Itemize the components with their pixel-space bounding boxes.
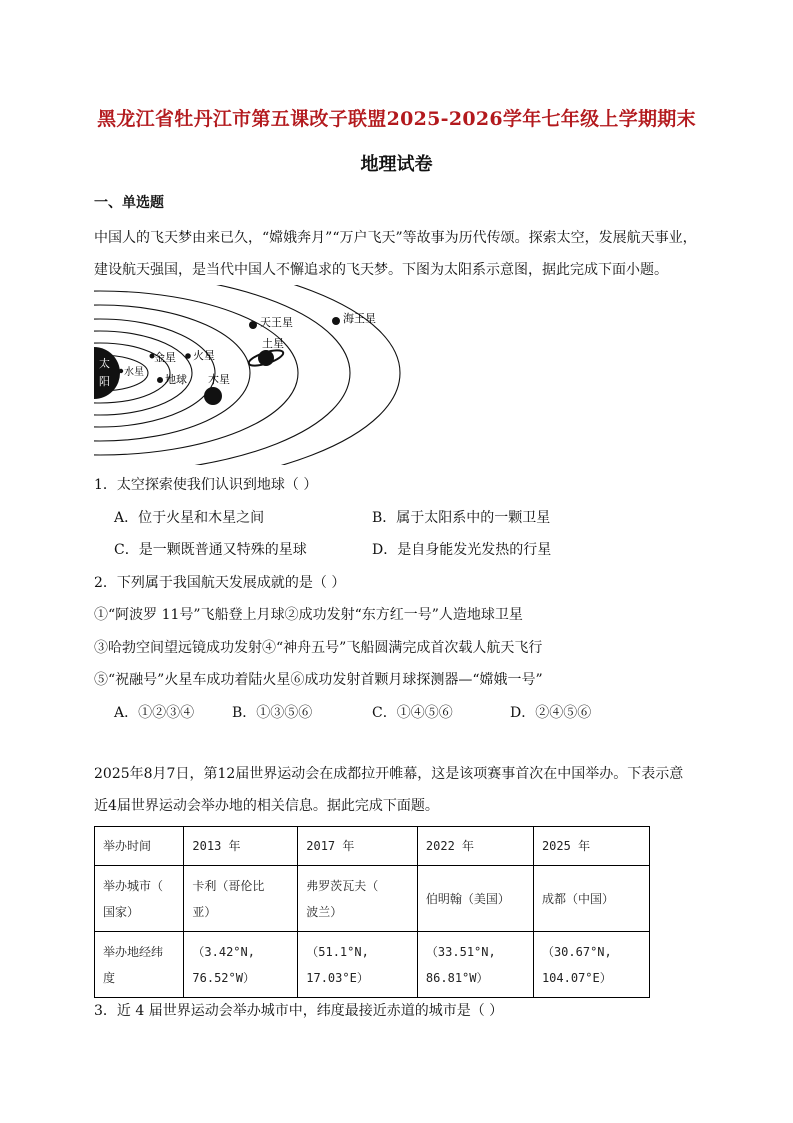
- intro1-line2: 建设航天强国，是当代中国人不懈追求的飞天梦。下图为太阳系示意图，据此完成下面小题。: [94, 262, 668, 278]
- sun-label-top: 太: [99, 357, 110, 370]
- q2-stem: 2．下列属于我国航天发展成就的是（ ）: [94, 575, 346, 591]
- neptune: [332, 317, 340, 325]
- table-cell: 举办地经纬 度: [95, 932, 184, 998]
- table-cell: （33.51°N, 86.81°W）: [417, 932, 533, 998]
- table-cell: 2022 年: [417, 827, 533, 866]
- jupiter: [204, 387, 222, 405]
- intro2-line1: 2025年8月7日，第12届世界运动会在成都拉开帷幕，这是该项赛事首次在中国举办。下表示意: [94, 766, 684, 782]
- table-cell: 2025 年: [533, 827, 649, 866]
- table-cell: 举办时间: [95, 827, 184, 866]
- sun-label-bottom: 阳: [99, 375, 110, 388]
- venus-label: 金星: [154, 351, 176, 364]
- table-cell: 弗罗茨瓦夫（ 波兰）: [298, 866, 418, 932]
- saturn: [258, 350, 274, 366]
- solar-system-diagram: [0, 285, 420, 465]
- q1-stem: 1．太空探索使我们认识到地球（ ）: [94, 477, 318, 493]
- earth-label: 地球: [165, 373, 187, 386]
- q1-option-c[interactable]: C．是一颗既普通又特殊的星球: [114, 542, 307, 558]
- q2-item-line3: ⑤“祝融号”火星车成功着陆火星⑥成功发射首颗月球探测器—“嫦娥一号”: [94, 672, 543, 688]
- orbit-neptune: [0, 285, 400, 465]
- intro2-line2: 近4届世界运动会举办地的相关信息。据此完成下面题。: [94, 798, 439, 814]
- q2-item-line1: ①“阿波罗 11号”飞船登上月球②成功发射“东方红一号”人造地球卫星: [94, 607, 523, 623]
- q2-item-line2: ③哈勃空间望远镜成功发射④“神舟五号”飞船圆满完成首次载人航天飞行: [94, 640, 543, 656]
- table-cell: 2013 年: [184, 827, 298, 866]
- table-cell: 2017 年: [298, 827, 418, 866]
- mars: [185, 353, 191, 359]
- q1-option-d[interactable]: D．是自身能发光发热的行星: [372, 542, 552, 558]
- exam-title: 黑龙江省牡丹江市第五课改子联盟2025-2026学年七年级上学期期末: [97, 108, 696, 130]
- q1-option-a[interactable]: A．位于火星和木星之间: [114, 510, 265, 526]
- saturn-label: 土星: [262, 337, 284, 350]
- q2-option-b[interactable]: B．①③⑤⑥: [232, 705, 313, 721]
- q2-option-c[interactable]: C．①④⑤⑥: [372, 705, 453, 721]
- q1-option-b[interactable]: B．属于太阳系中的一颗卫星: [372, 510, 551, 526]
- table-cell: 伯明翰（美国）: [417, 866, 533, 932]
- jupiter-label: 木星: [208, 373, 230, 386]
- orbit-saturn: [0, 291, 298, 455]
- table-cell: （30.67°N, 104.07°E）: [533, 932, 649, 998]
- table-row: [95, 866, 650, 932]
- mars-label: 火星: [193, 349, 215, 362]
- table-cell: 举办城市（ 国家）: [95, 866, 184, 932]
- q3-stem: 3．近 4 届世界运动会举办城市中，纬度最接近赤道的城市是（ ）: [94, 1003, 504, 1019]
- mercury: [119, 369, 123, 373]
- world-games-table: [94, 826, 650, 998]
- uranus-label: 天王星: [260, 316, 293, 329]
- exam-subtitle: 地理试卷: [360, 154, 433, 175]
- section-heading: 一、单选题: [94, 195, 164, 211]
- earth: [157, 377, 163, 383]
- table-row: [95, 932, 650, 998]
- q2-option-a[interactable]: A．①②③④: [114, 705, 195, 721]
- table-cell: （3.42°N, 76.52°W）: [184, 932, 298, 998]
- table-cell: 成都（中国）: [533, 866, 649, 932]
- intro1-line1: 中国人的飞天梦由来已久，“嫦娥奔月”“万户飞天”等故事为历代传颂。探索太空，发展航天事业，: [94, 230, 697, 246]
- table-row: [95, 827, 650, 866]
- sun: [68, 347, 120, 399]
- q2-option-d[interactable]: D．②④⑤⑥: [510, 705, 592, 721]
- uranus: [249, 321, 257, 329]
- table-cell: （51.1°N, 17.03°E）: [298, 932, 418, 998]
- table-cell: 卡利（哥伦比 亚）: [184, 866, 298, 932]
- neptune-label: 海王星: [343, 312, 376, 325]
- mercury-label: 水星: [124, 367, 144, 378]
